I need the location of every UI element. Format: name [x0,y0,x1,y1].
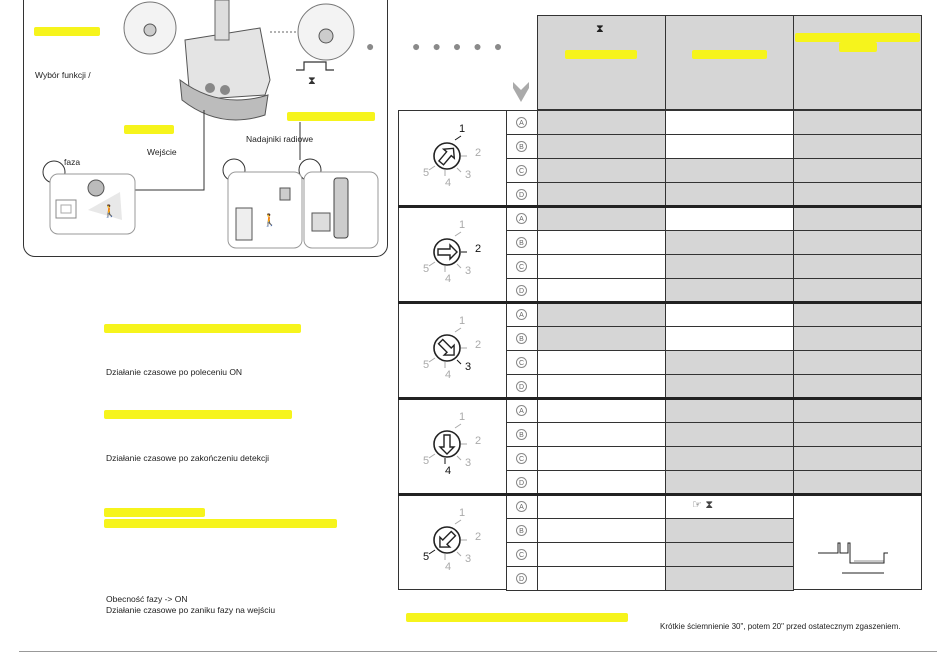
group-separator [398,493,922,496]
table-cell [537,518,666,543]
knob-position-number: 2 [475,339,482,351]
highlight-bar [406,613,628,622]
row-letter-cell [506,278,538,303]
table-cell [793,422,922,447]
table-cell [793,230,922,255]
table-cell [665,110,794,135]
knob-position-number: 4 [445,465,452,477]
table-cell [793,374,922,399]
row-letter-cell [506,182,538,207]
highlight-bar [104,324,301,333]
highlight-bar [104,519,337,528]
row-letter: D [516,381,527,392]
table-cell [665,158,794,183]
knob-position-number: 5 [423,551,430,563]
knob-position-number: 4 [445,273,452,285]
table-cell [537,542,666,567]
table-cell [665,518,794,543]
phase-input-illustration [40,160,140,240]
mode5-description-line2: Działanie czasowe po zaniku fazy na wejściu [106,605,276,615]
svg-text:🚶: 🚶 [102,204,117,218]
table-cell [537,254,666,279]
table-cell [665,494,794,519]
table-header-col3 [793,15,922,110]
radio-transmitters-illustration [222,158,382,253]
row-letter: D [516,285,527,296]
row-letter-cell [506,518,538,543]
table-cell [665,446,794,471]
knob-position-number: 3 [465,553,472,565]
table-cell [665,470,794,495]
highlight-bar [839,42,877,52]
table-cell [537,110,666,135]
table-cell [665,206,794,231]
phase-label: faza [64,157,81,167]
pushbutton-hourglass-icon: ☞ ⧗ [692,498,714,511]
knob-position-number: 5 [423,359,430,371]
row-letter: A [516,117,527,128]
table-cell [793,398,922,423]
table-cell [665,374,794,399]
row-letter-cell [506,374,538,399]
row-letter-cell [506,350,538,375]
row-letter-cell [506,566,538,591]
table-cell [537,206,666,231]
table-cell [793,110,922,135]
knob-position-number: 5 [423,167,430,179]
table-cell [665,230,794,255]
row-letter: C [516,549,527,560]
timing-diagram-icon [818,535,888,575]
selector-knob-icon [415,406,495,486]
table-cell [537,350,666,375]
table-cell [665,134,794,159]
input-label: Wejście [147,147,177,157]
knob-position-number: 2 [475,531,482,543]
table-cell [537,326,666,351]
table-cell [537,278,666,303]
knob-position-number: 3 [465,265,472,277]
knob-position-number: 3 [465,361,472,373]
knob-position-number: 5 [423,455,430,467]
table-cell [665,182,794,207]
table-cell [665,254,794,279]
table-cell [665,542,794,567]
row-letter: C [516,165,527,176]
table-cell [793,326,922,351]
knob-position-number: 1 [459,123,466,135]
table-cell [537,302,666,327]
selector-knob-icon [415,502,495,582]
knob-position-number: 3 [465,169,472,181]
knob-position-number: 1 [459,411,466,423]
bullet-dot: ● [366,38,375,54]
row-letter: B [516,525,527,536]
knob-position-number: 4 [445,177,452,189]
highlight-bar [104,410,292,419]
row-letter-cell [506,206,538,231]
row-letter-cell [506,110,538,135]
row-letter: D [516,189,527,200]
table-cell [793,254,922,279]
table-cell [793,158,922,183]
table-cell [537,182,666,207]
mode3-description: Działanie czasowe po zakończeniu detekcji [106,453,270,463]
radio-transmitters-label: Nadajniki radiowe [246,134,314,144]
row-letter: D [516,573,527,584]
knob-position-number: 1 [459,219,466,231]
knob-position-number: 2 [475,243,482,255]
table-cell [793,446,922,471]
footnote-text: Krótkie ściemnienie 30", potem 20" przed ostatecznym zgaszeniem. [660,622,901,631]
highlight-bar [692,50,767,59]
table-cell [793,350,922,375]
mode5-description-line1: Obecność fazy -> ON [106,594,188,604]
table-cell [793,278,922,303]
table-cell [537,134,666,159]
row-letter: A [516,309,527,320]
selector-knob-icon [415,214,495,294]
highlight-bar [565,50,637,59]
table-cell [793,134,922,159]
row-letter: B [516,237,527,248]
mode2-description: Działanie czasowe po poleceniu ON [106,367,243,377]
svg-text:⧗: ⧗ [308,74,316,87]
row-letter: B [516,333,527,344]
table-cell [793,302,922,327]
row-letter: B [516,141,527,152]
knob-position-number: 1 [459,315,466,327]
bullet-dots-row: ●●●●● [412,38,515,54]
function-select-label: Wybór funkcji / [35,70,91,80]
row-letter-cell [506,470,538,495]
table-cell [537,158,666,183]
selector-knob-icon [415,118,495,198]
table-cell [537,470,666,495]
table-cell [537,446,666,471]
table-cell [665,278,794,303]
hourglass-icon: ⧗ [596,22,604,35]
knob-position-number: 2 [475,147,482,159]
group-separator [398,301,922,304]
knob-position-number: 1 [459,507,466,519]
highlight-bar [104,508,205,517]
knob-position-number: 4 [445,369,452,381]
knob-position-number: 2 [475,435,482,447]
row-letter: A [516,213,527,224]
row-letter-cell [506,542,538,567]
group-separator [398,205,922,208]
row-letter-cell [506,446,538,471]
table-cell [793,206,922,231]
table-cell [537,422,666,447]
row-letter: A [516,405,527,416]
bottom-rule [19,651,937,652]
row-letter-cell [506,254,538,279]
table-cell [665,398,794,423]
row-letter-cell [506,326,538,351]
table-cell [537,374,666,399]
row-letter: A [516,501,527,512]
table-cell [665,566,794,591]
row-letter-cell [506,494,538,519]
table-cell [793,182,922,207]
knob-position-number: 4 [445,561,452,573]
svg-text:🚶: 🚶 [262,213,277,227]
highlight-bar [795,33,920,42]
table-cell [665,350,794,375]
group-separator [398,397,922,400]
table-cell [665,326,794,351]
table-cell [537,398,666,423]
highlight-bar [34,27,100,36]
table-cell [793,470,922,495]
knob-position-number: 3 [465,457,472,469]
row-letter: B [516,429,527,440]
selector-knob-icon [415,310,495,390]
table-cell [537,566,666,591]
down-arrow-icon [512,82,530,104]
table-cell [665,422,794,447]
table-cell [537,494,666,519]
row-letter-cell [506,230,538,255]
row-letter-cell [506,398,538,423]
row-letter-cell [506,422,538,447]
table-cell [665,302,794,327]
knob-position-number: 5 [423,263,430,275]
row-letter: C [516,357,527,368]
row-letter: D [516,477,527,488]
row-letter-cell [506,158,538,183]
table-cell [537,230,666,255]
row-letter-cell [506,302,538,327]
table-header-col2 [665,15,794,110]
row-letter: C [516,261,527,272]
row-letter-cell [506,134,538,159]
row-letter: C [516,453,527,464]
